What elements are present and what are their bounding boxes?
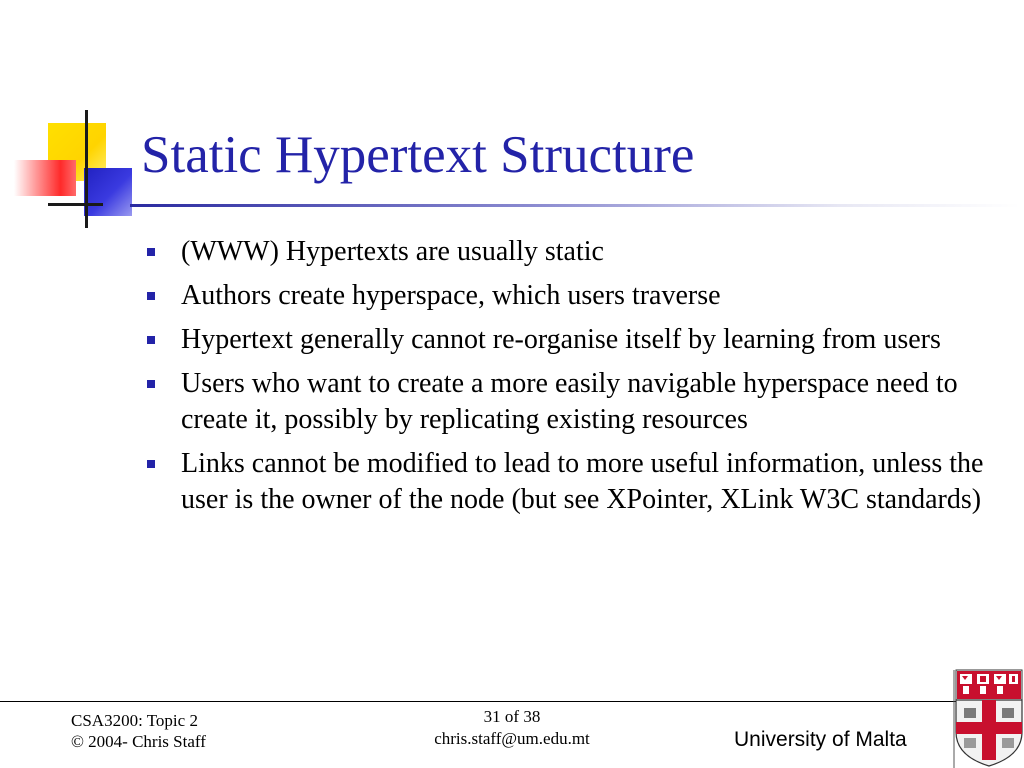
bullet-text: Authors create hyperspace, which users traverse [181,280,721,311]
bullet-item [144,366,984,438]
title-underline [130,204,1020,207]
decor-red-bar [14,160,76,196]
bullet-item [144,234,984,270]
footer-divider [0,701,956,702]
bullet-item [144,322,984,358]
footer-course: CSA3200: Topic 2 [71,711,198,730]
bullet-item [144,446,984,518]
decor-blue-square [84,168,132,216]
decor-horizontal-line [48,203,103,206]
square-bullet-icon [147,248,155,256]
bullet-text: Users who want to create a more easily navigable hyperspace need to create it, possibly by replicating existing resources [181,368,958,435]
slide-title: Static Hypertext Structure [141,126,695,184]
bullet-item [144,278,984,314]
square-bullet-icon [147,460,155,468]
footer-left [71,710,206,752]
square-bullet-icon [147,292,155,300]
bullet-text: (WWW) Hypertexts are usually static [181,236,604,267]
bullet-text: Hypertext generally cannot re-organise itself by learning from users [181,324,941,355]
institution-name: University of Malta [734,728,907,751]
square-bullet-icon [147,380,155,388]
university-crest-icon [952,668,1024,768]
footer-center [382,706,642,750]
footer-copyright: © 2004- Chris Staff [71,732,206,751]
square-bullet-icon [147,336,155,344]
bullet-text: Links cannot be modified to lead to more useful information, unless the user is the owner of the node (but see XPointer, XLink W3C standards) [181,448,984,515]
footer-email: chris.staff@um.edu.mt [434,729,590,748]
page-number: 31 of 38 [483,707,541,726]
bullet-list [144,234,984,526]
decor-vertical-line [85,110,88,228]
